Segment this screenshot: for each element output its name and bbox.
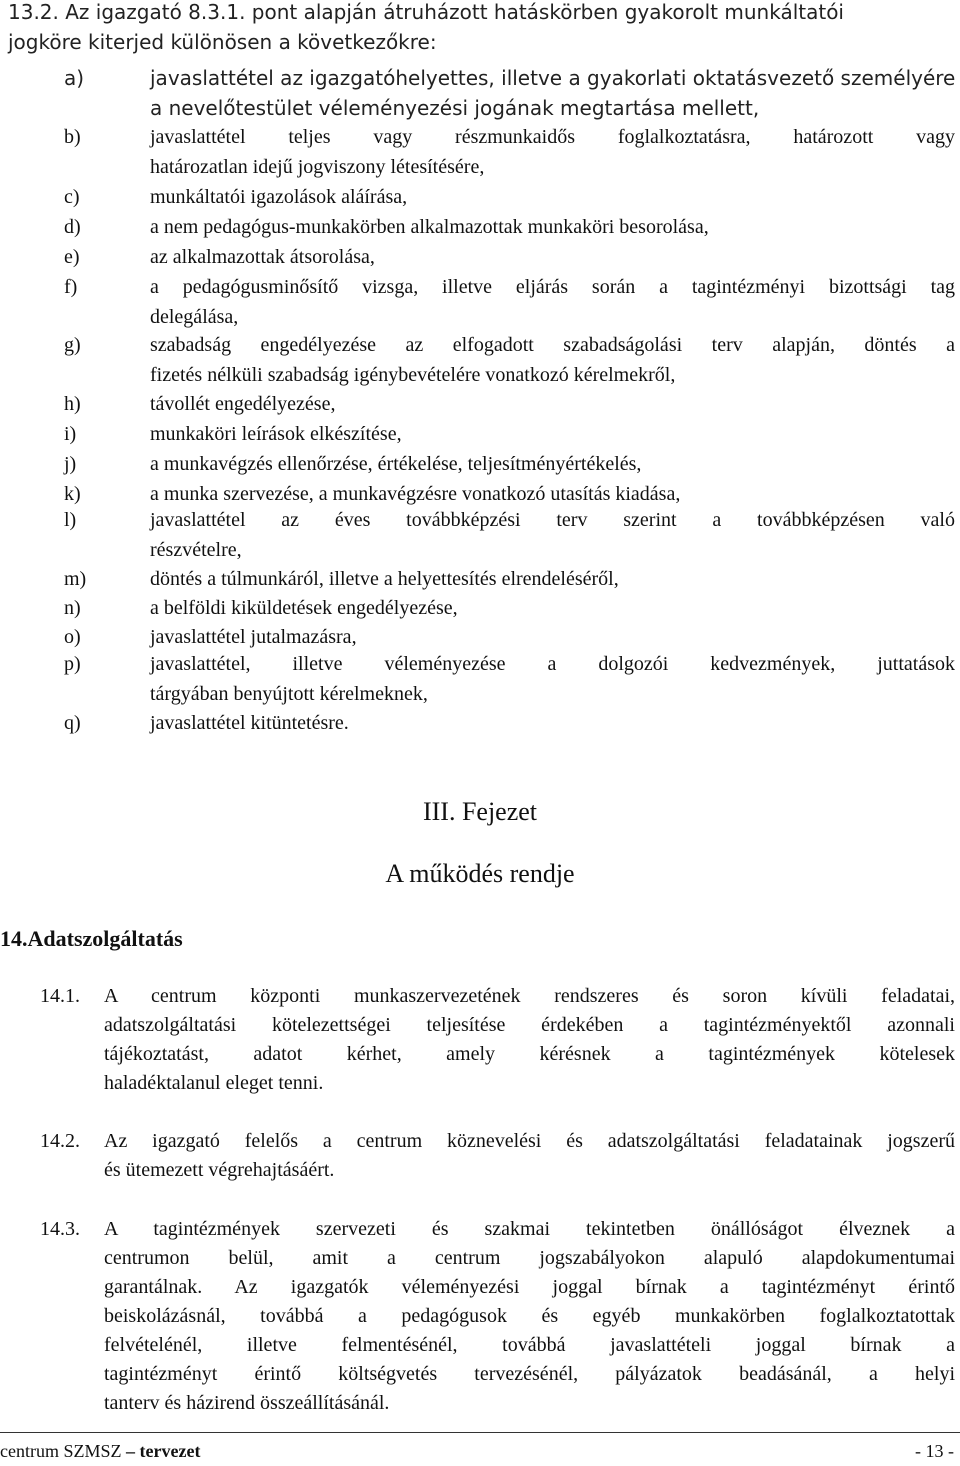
list-item-text: delegálása, xyxy=(150,306,239,328)
list-item-text: a pedagógusminősítő vizsga, illetve eljárás során a tagintézményi bizottsági tag xyxy=(150,276,955,298)
list-item-text: szabadság engedélyezése az elfogadott szabadságolási terv alapján, döntés a xyxy=(150,334,955,356)
paragraph-line: tájékoztatást, adatot kérhet, amely kérésnek a tagintézmények kötelesek xyxy=(104,1043,955,1065)
list-item-text: munkaköri leírások elkészítése, xyxy=(150,423,402,445)
paragraph-line: centrumon belül, amit a centrum jogszabályokon alapuló alapdokumentumai xyxy=(104,1247,955,1269)
list-item-letter: a) xyxy=(64,66,85,90)
list-item-letter: q) xyxy=(64,712,81,734)
list-item-letter: f) xyxy=(64,276,78,298)
chapter-subtitle: A működés rendje xyxy=(385,859,575,888)
list-item-letter: l) xyxy=(64,509,77,531)
footer-divider xyxy=(0,1432,960,1433)
paragraph-number: 14.2. xyxy=(40,1130,80,1152)
list-item-letter: e) xyxy=(64,246,80,268)
list-item-letter: m) xyxy=(64,568,87,590)
list-item-letter: b) xyxy=(64,126,81,148)
list-item-text: javaslattétel az igazgatóhelyettes, illetve a gyakorlati oktatásvezető személyére xyxy=(150,66,956,90)
list-item-text: javaslattétel kitüntetésre. xyxy=(150,712,349,734)
list-item-letter: k) xyxy=(64,483,81,505)
paragraph-line: A centrum központi munkaszervezetének rendszeres és soron kívüli feladatai, xyxy=(104,985,955,1007)
list-item-text: javaslattétel az éves továbbképzési terv szerint a továbbképzésen való xyxy=(150,509,955,531)
list-item-letter: d) xyxy=(64,216,81,238)
paragraph-line: A tagintézmények szervezeti és szakmai tekintetben önállóságot élveznek a xyxy=(104,1218,955,1240)
list-item-text: javaslattétel, illetve véleményezése a dolgozói kedvezmények, juttatások xyxy=(150,653,955,675)
footer-doc-name xyxy=(0,1441,200,1462)
list-item-text: a munkavégzés ellenőrzése, értékelése, teljesítményértékelés, xyxy=(150,453,642,475)
list-item-letter: c) xyxy=(64,186,80,208)
paragraph-number: 14.1. xyxy=(40,985,80,1007)
paragraph-number: 14.3. xyxy=(40,1218,80,1240)
list-item-text: javaslattétel teljes vagy részmunkaidős foglalkoztatásra, határozott vagy xyxy=(150,126,955,148)
list-item-letter: g) xyxy=(64,334,81,356)
list-item-letter: i) xyxy=(64,423,77,445)
list-item-text: tárgyában benyújtott kérelmeknek, xyxy=(150,683,428,705)
list-item-text: döntés a túlmunkáról, illetve a helyettesítés elrendeléséről, xyxy=(150,568,619,590)
section-13-2-line-2: jogköre kiterjed különösen a következőkre: xyxy=(8,30,437,54)
paragraph-line: adatszolgáltatási kötelezettségei teljesítése érdekében a tagintézményektől azonnali xyxy=(104,1014,955,1036)
list-item-text: határozatlan idejű jogviszony létesítésére, xyxy=(150,156,485,178)
list-item-text: részvételre, xyxy=(150,539,242,561)
list-item-text: a nevelőtestület véleményezési jogának megtartása mellett, xyxy=(150,96,760,120)
paragraph-line: Az igazgató felelős a centrum köznevelési és adatszolgáltatási feladatainak jogszerű xyxy=(104,1130,955,1152)
section-13-2-line-1: 13.2. Az igazgató 8.3.1. pont alapján átruházott hatáskörben gyakorolt munkáltatói xyxy=(8,0,844,24)
paragraph-line: beiskolázásnál, továbbá a pedagógusok és egyéb munkakörben foglalkoztatottak xyxy=(104,1305,955,1327)
paragraph-line: és ütemezett végrehajtásáért. xyxy=(104,1159,335,1181)
list-item-letter: n) xyxy=(64,597,81,619)
list-item-text: a nem pedagógus-munkakörben alkalmazottak munkaköri besorolása, xyxy=(150,216,709,238)
footer-draft-label: – tervezet xyxy=(126,1441,201,1461)
list-item-text: az alkalmazottak átsorolása, xyxy=(150,246,375,268)
list-item-letter: p) xyxy=(64,653,81,675)
section-14-heading: 14.Adatszolgáltatás xyxy=(0,926,183,951)
paragraph-line: felvételénél, illetve felmentésénél, továbbá javaslattételi joggal bírnak a xyxy=(104,1334,955,1356)
list-item-letter: h) xyxy=(64,393,81,415)
list-item-letter: j) xyxy=(64,453,77,475)
list-item-text: távollét engedélyezése, xyxy=(150,393,336,415)
list-item-text: munkáltatói igazolások aláírása, xyxy=(150,186,408,208)
chapter-title: III. Fejezet xyxy=(422,797,538,826)
paragraph-line: haladéktalanul eleget tenni. xyxy=(104,1072,324,1094)
paragraph-line: tagintézményt érintő költségvetés tervezésénél, pályázatok beadásánál, a helyi xyxy=(104,1363,955,1385)
list-item-text: a belföldi kiküldetések engedélyezése, xyxy=(150,597,458,619)
paragraph-line: tanterv és házirend összeállításánál. xyxy=(104,1392,390,1414)
footer-doc-title: centrum SZMSZ xyxy=(0,1441,126,1461)
list-item-text: fizetés nélküli szabadság igénybevételére vonatkozó kérelmekről, xyxy=(150,364,676,386)
paragraph-line: garantálnak. Az igazgatók véleményezési joggal bírnak a tagintézményt érintő xyxy=(104,1276,955,1298)
list-item-text: a munka szervezése, a munkavégzésre vonatkozó utasítás kiadása, xyxy=(150,483,681,505)
list-item-letter: o) xyxy=(64,626,81,648)
list-item-text: javaslattétel jutalmazásra, xyxy=(150,626,357,648)
page-number: - 13 - xyxy=(915,1441,954,1461)
